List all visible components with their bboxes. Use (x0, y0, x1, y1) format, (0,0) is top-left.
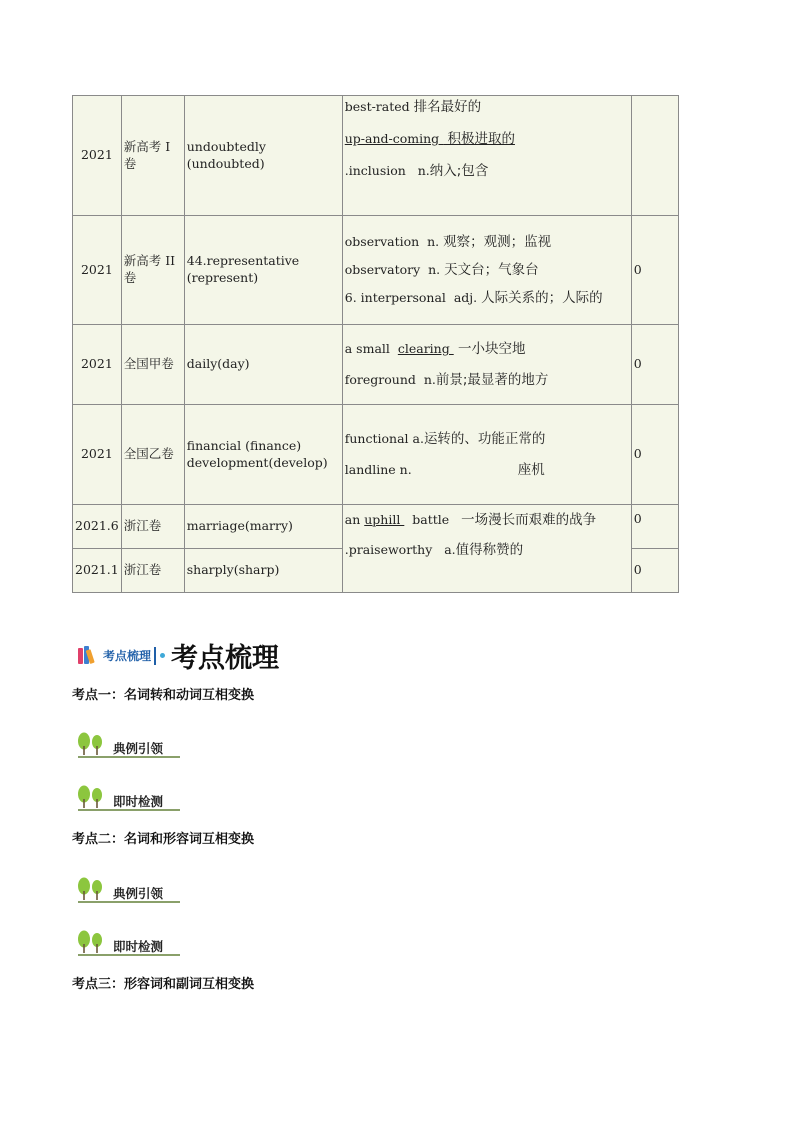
expression-line (345, 371, 629, 389)
section-badge (77, 645, 165, 667)
trees-icon (76, 732, 106, 756)
subsection-underline (78, 809, 180, 811)
expression-term: clearing (397, 341, 454, 357)
year-cell: 2021 (73, 325, 122, 405)
badge-dot-icon (160, 653, 165, 658)
expression-line (345, 233, 629, 251)
section-title: 考点梳理 (171, 643, 280, 674)
expression-term: up-and-coming (344, 131, 444, 147)
paper-cell: 新高考 II 卷 (121, 216, 184, 325)
expression-line (345, 340, 629, 358)
word-cell: financial (finance) development(develop) (184, 405, 342, 505)
point-title: 考点二：名词和形容词互相变换 (72, 832, 255, 847)
score-cell: 0 (631, 325, 678, 405)
expression-term: best-rated (344, 99, 414, 114)
expression-meaning: 人际关系的；人际的 (481, 290, 603, 307)
subsection-label: 即时检测 (113, 939, 164, 954)
expression-meaning: 天文台；气象台 (444, 261, 539, 278)
expression-term: observation n. (344, 233, 444, 249)
expression-meaning: 前景;最显著的地方 (435, 371, 549, 388)
point-title: 考点一：名词转和动词互相变换 (72, 688, 255, 703)
subsection-check (76, 930, 180, 958)
subsection-check (76, 785, 180, 813)
subsection-underline (78, 756, 180, 758)
expression-line (345, 261, 629, 279)
paper-cell: 新高考 I 卷 (121, 96, 184, 216)
subsection-label: 即时检测 (113, 794, 164, 809)
paper-cell: 浙江卷 (121, 505, 184, 549)
expression-term: .praiseworthy a. (344, 542, 456, 558)
expression-meaning: 纳入;包含 (429, 163, 489, 180)
year-cell: 2021.6 (73, 505, 122, 549)
table-row (73, 325, 679, 405)
expression-line (345, 430, 629, 448)
paper-cell: 全国乙卷 (121, 405, 184, 505)
expression-cell (342, 96, 631, 216)
paper-cell: 浙江卷 (121, 549, 184, 593)
expression-meaning: 一小块空地 (453, 341, 526, 358)
table-row (73, 405, 679, 505)
expression-line (345, 461, 629, 479)
subsection-example (76, 732, 180, 760)
word-cell: daily(day) (184, 325, 342, 405)
expression-term: foreground n. (344, 371, 436, 387)
subsection-label: 典例引领 (113, 886, 164, 901)
word-cell: marriage(marry) (184, 505, 342, 549)
expression-term: battle (404, 512, 462, 527)
year-cell: 2021 (73, 96, 122, 216)
word-cell: 44.representative (represent) (184, 216, 342, 325)
expression-meaning: 值得称赞的 (455, 542, 524, 559)
expression-cell (342, 505, 631, 593)
table-row (73, 216, 679, 325)
subsection-example (76, 877, 180, 905)
table-row (73, 505, 679, 549)
books-icon (77, 646, 101, 666)
subsection-label: 典例引领 (113, 741, 164, 756)
expression-term: .inclusion n. (344, 163, 430, 179)
expression-cell (342, 325, 631, 405)
section-header (77, 636, 279, 675)
expression-line (345, 289, 629, 307)
expression-meaning: 观察；观测；监视 (443, 233, 552, 250)
expression-line (345, 98, 629, 116)
expression-term: uphill (364, 512, 405, 527)
vocabulary-table (72, 95, 679, 593)
point-title: 考点三：形容词和副词互相变换 (72, 977, 255, 992)
trees-icon (76, 930, 106, 954)
expression-term: observatory n. (344, 261, 445, 277)
paper-cell: 全国甲卷 (121, 325, 184, 405)
expression-meaning: 一场漫长而艰难的战争 (461, 512, 597, 528)
score-cell (631, 96, 678, 216)
expression-meaning: 运转的、功能正常的 (423, 431, 546, 448)
score-cell: 0 (631, 405, 678, 505)
expression-cell (342, 405, 631, 505)
expression-term: 6. interpersonal adj. (344, 290, 482, 306)
expression-cell (342, 216, 631, 325)
year-cell: 2021 (73, 405, 122, 505)
section-badge-label: 考点梳理 (103, 649, 152, 663)
year-cell: 2021.1 (73, 549, 122, 593)
year-cell: 2021 (73, 216, 122, 325)
expression-term: a small (344, 341, 398, 357)
expression-term: an (344, 512, 365, 527)
subsection-underline (78, 954, 180, 956)
score-cell: 0 (631, 549, 678, 593)
expression-line (345, 162, 629, 180)
score-cell: 0 (631, 505, 678, 549)
word-cell: undoubtedly (undoubted) (184, 96, 342, 216)
trees-icon (76, 785, 106, 809)
expression-line (345, 541, 629, 559)
score-cell: 0 (631, 216, 678, 325)
badge-divider (154, 647, 156, 665)
table-row (73, 96, 679, 216)
expression-term: functional a. (344, 431, 424, 447)
expression-line (345, 511, 629, 529)
expression-meaning: 排名最好的 (413, 99, 482, 115)
expression-meaning: 座机 (517, 461, 545, 478)
expression-term: landline n. (344, 461, 412, 477)
subsection-underline (78, 901, 180, 903)
trees-icon (76, 877, 106, 901)
expression-line (345, 130, 629, 148)
expression-meaning: 积极进取的 (443, 131, 515, 148)
word-cell: sharply(sharp) (184, 549, 342, 593)
